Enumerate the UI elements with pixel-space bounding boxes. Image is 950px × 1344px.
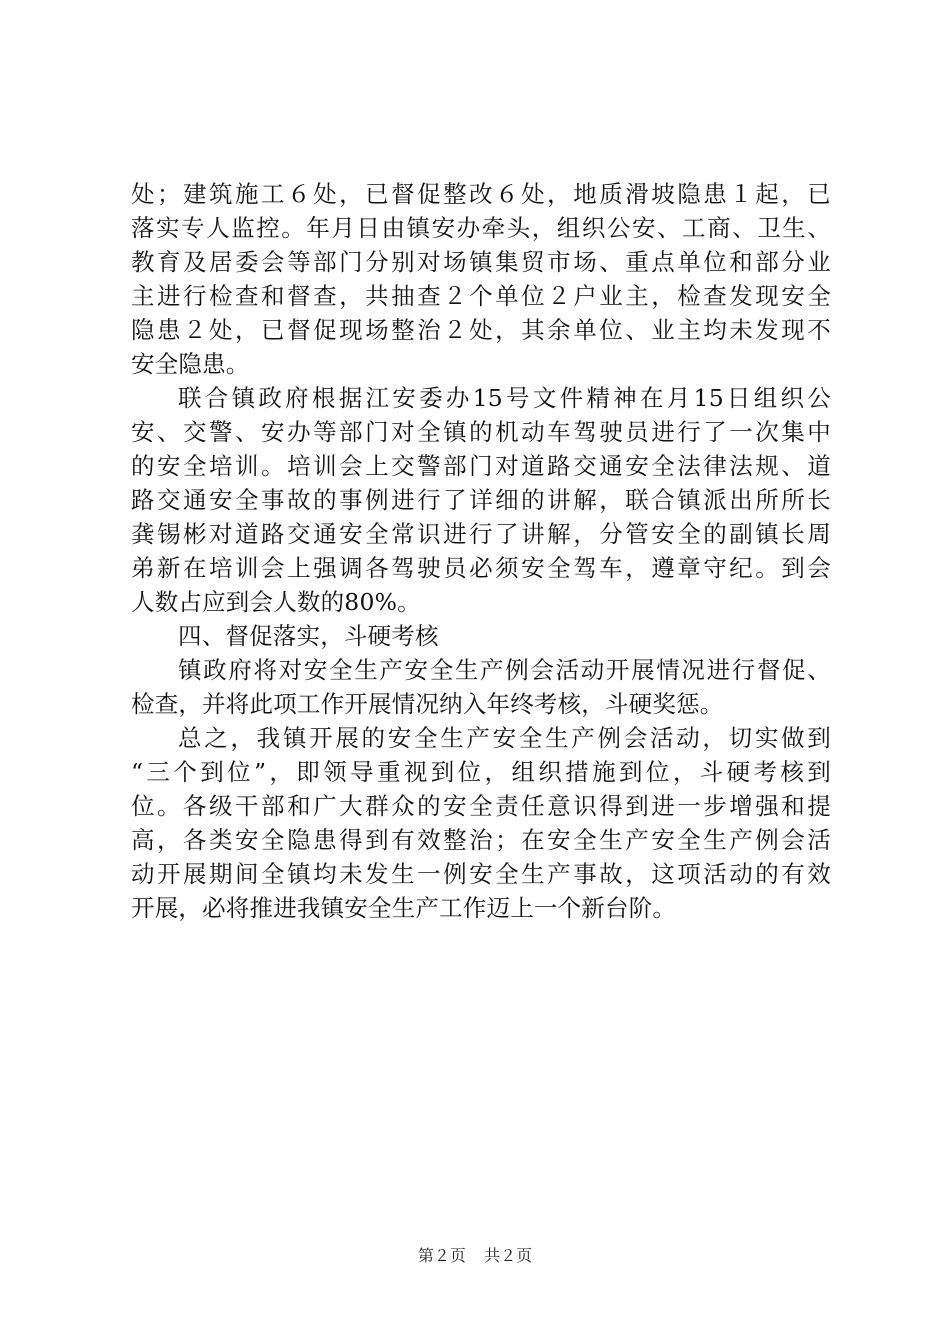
body-line: 开展，必将推进我镇安全生产工作迈上一个新台阶。	[131, 894, 677, 922]
body-line: 龚锡彬对道路交通安全常识进行了讲解，分管安全的副镇长周	[131, 520, 831, 548]
body-line: 安、交警、安办等部门对全镇的机动车驾驶员进行了一次集中	[131, 418, 831, 446]
body-line: 人数占应到会人数的80%。	[131, 588, 421, 616]
page-footer	[0, 1246, 950, 1266]
body-line: 教育及居委会等部门分别对场镇集贸市场、重点单位和部分业	[131, 248, 831, 276]
document-body	[131, 177, 831, 925]
body-line: 动开展期间全镇均未发生一例安全生产事故，这项活动的有效	[131, 860, 831, 888]
body-line: 总之，我镇开展的安全生产安全生产例会活动，切实做到	[178, 724, 831, 752]
page-total: 共２页	[484, 1246, 533, 1265]
section-heading: 四、督促落实，斗硬考核	[178, 622, 439, 650]
body-line: 的安全培训。培训会上交警部门对道路交通安全法律法规、道	[131, 452, 831, 480]
body-line: 高，各类安全隐患得到有效整治；在安全生产安全生产例会活	[131, 826, 831, 854]
body-line: 落实专人监控。年月日由镇安办牵头，组织公安、工商、卫生、	[131, 214, 831, 242]
page-number: 第２页	[417, 1246, 466, 1265]
body-line: 主进行检查和督查，共抽查２个单位２户业主，检查发现安全	[131, 282, 831, 310]
body-line: 检查，并将此项工作开展情况纳入年终考核，斗硬奖惩。	[131, 690, 724, 718]
body-line: 安全隐患。	[131, 350, 250, 378]
body-line: “三个到位”，即领导重视到位，组织措施到位，斗硬考核到	[131, 758, 831, 786]
body-line: 处；建筑施工６处，已督促整改６处，地质滑坡隐患１起，已	[131, 180, 831, 208]
body-line: 路交通安全事故的事例进行了详细的讲解，联合镇派出所所长	[131, 486, 831, 514]
body-line: 位。各级干部和广大群众的安全责任意识得到进一步增强和提	[131, 792, 831, 820]
body-line: 弟新在培训会上强调各驾驶员必须安全驾车，遵章守纪。到会	[131, 554, 831, 582]
body-line: 联合镇政府根据江安委办15号文件精神在月15日组织公	[178, 384, 831, 412]
body-line: 镇政府将对安全生产安全生产例会活动开展情况进行督促、	[178, 656, 831, 684]
body-line: 隐患２处，已督促现场整治２处，其余单位、业主均未发现不	[131, 316, 831, 344]
